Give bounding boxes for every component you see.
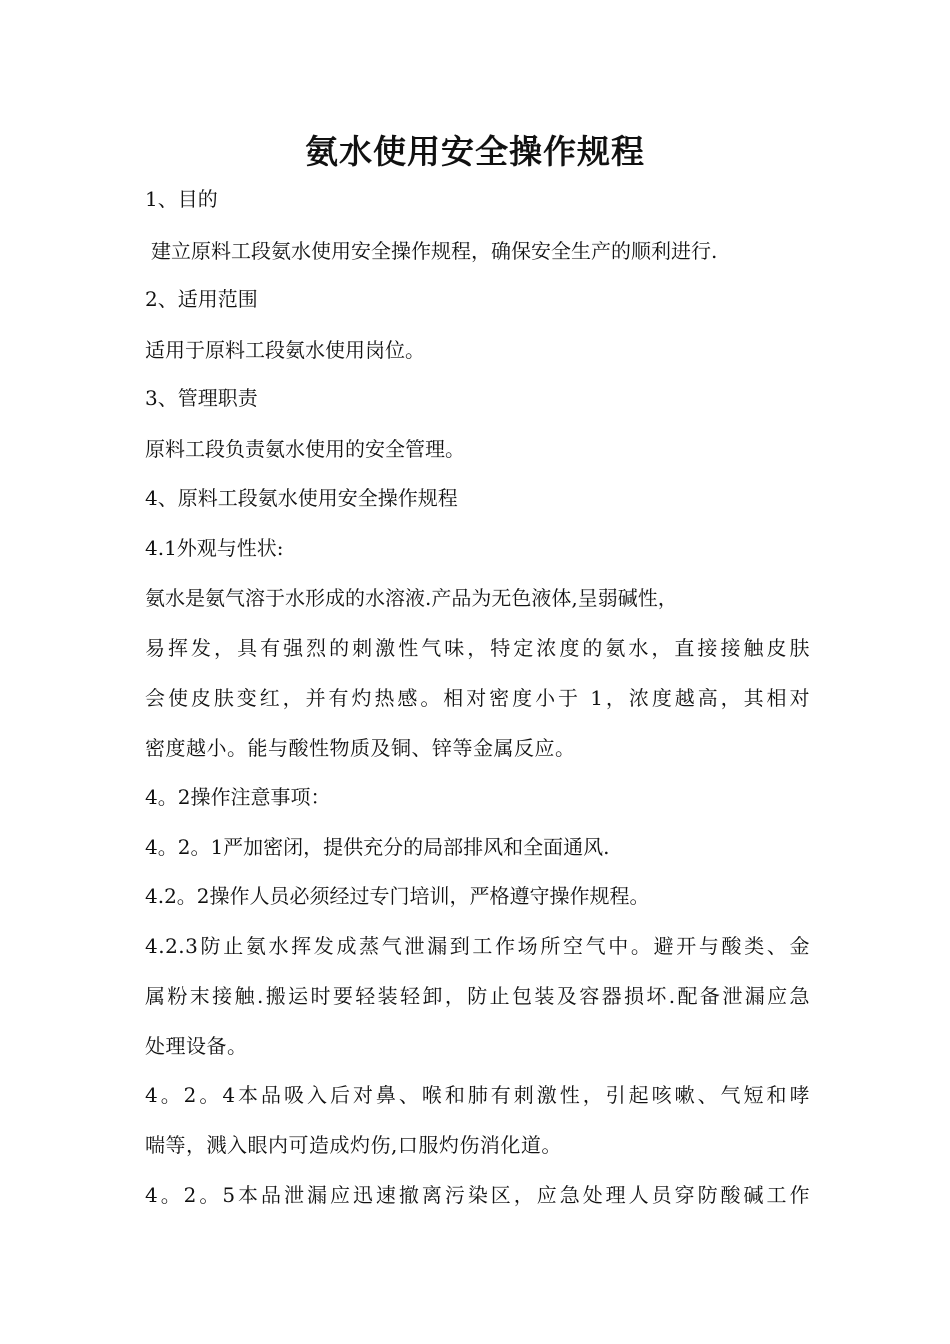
section-4-1-paragraph [145, 623, 810, 773]
section-3-body: 原料工段负责氨水使用的安全管理。 [145, 437, 465, 461]
section-1-heading: 1、目的 [145, 187, 218, 211]
section-4-2-5-line-1: 4。2。5本品泄漏应迅速撤离污染区，应急处理人员穿防酸碱工作 [145, 1183, 810, 1207]
section-4-2-4-line-1: 4。2。4本品吸入后对鼻、喉和肺有刺激性，引起咳嗽、气短和哮 [145, 1083, 810, 1107]
section-4-1-line-3: 会使皮肤变红，并有灼热感。相对密度小于 1，浓度越高，其相对 [145, 686, 810, 710]
document-title: 氨水使用安全操作规程 [305, 132, 645, 171]
section-4-1-heading: 4.1外观与性状: [145, 536, 284, 560]
section-4-1-line-4: 密度越小。能与酸性物质及铜、锌等金属反应。 [145, 736, 576, 760]
section-4-2-heading: 4。2操作注意事项： [145, 785, 331, 809]
section-4-2-3-line-3: 处理设备。 [145, 1034, 248, 1058]
section-4-2-3-paragraph [145, 921, 810, 1071]
section-3-heading: 3、管理职责 [145, 386, 258, 410]
section-2-body: 适用于原料工段氨水使用岗位。 [145, 338, 425, 362]
section-4-heading: 4、原料工段氨水使用安全操作规程 [145, 486, 458, 510]
section-4-1-line-2: 易挥发，具有强烈的刺激性气味，特定浓度的氨水，直接接触皮肤 [145, 636, 810, 660]
section-4-2-1: 4。2。1严加密闭，提供充分的局部排风和全面通风. [145, 835, 610, 859]
section-4-2-4-paragraph [145, 1070, 810, 1170]
section-4-2-4-line-2: 喘等，溅入眼内可造成灼伤,口服灼伤消化道。 [145, 1133, 562, 1157]
section-4-2-3-line-1: 4.2.3防止氨水挥发成蒸气泄漏到工作场所空气中。避开与酸类、金 [145, 934, 810, 958]
section-4-1-line-1: 氨水是氨气溶于水形成的水溶液.产品为无色液体,呈弱碱性， [145, 586, 678, 610]
section-2-heading: 2、适用范围 [145, 287, 258, 311]
section-1-body: 建立原料工段氨水使用安全操作规程，确保安全生产的顺利进行. [151, 239, 718, 263]
section-4-2-5-paragraph [145, 1170, 810, 1220]
section-4-2-2: 4.2。2操作人员必须经过专门培训，严格遵守操作规程。 [145, 884, 650, 908]
section-4-2-3-line-2: 属粉末接触.搬运时要轻装轻卸，防止包装及容器损坏.配备泄漏应急 [145, 984, 810, 1008]
